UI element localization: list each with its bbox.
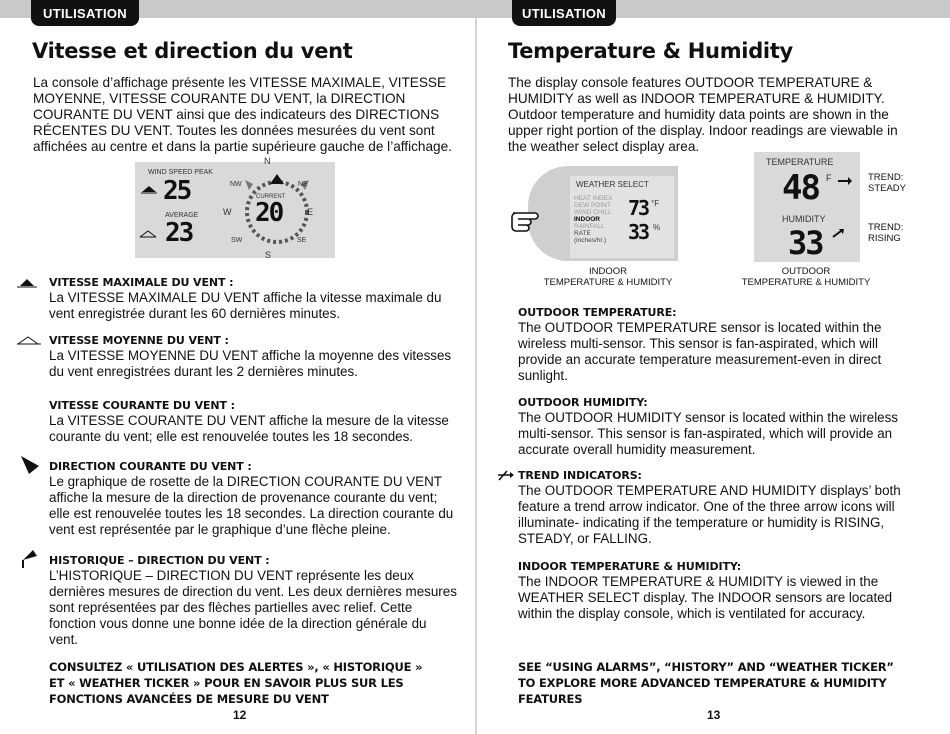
- section-direction-history: [49, 554, 459, 648]
- trend-rising-arrow-icon: [832, 228, 844, 238]
- weather-select-menu: [574, 195, 612, 244]
- section-body: The INDOOR TEMPERATURE & HUMIDITY is viewed in the WEATHER SELECT display. The INDOOR sensors are located within the display console, which is ventilated for accuracy.: [518, 574, 893, 621]
- section-title: OUTDOOR HUMIDITY:: [518, 396, 648, 409]
- compass-nw: NW: [230, 181, 242, 188]
- compass-n: N: [264, 156, 271, 166]
- trend-steady-label: [868, 172, 906, 194]
- section-body: La VITESSE COURANTE DU VENT affiche la mesure de la vitesse courante du vent; elle est renouvelée toutes les 18 secondes.: [49, 413, 449, 444]
- section-outdoor-temperature: [518, 306, 918, 384]
- current-label: CURRENT: [256, 194, 286, 200]
- menu-item: DEW POINT: [574, 202, 611, 209]
- footer-note: SEE “USING ALARMS”, “HISTORY” AND “WEATHER TICKER” TO EXPLORE MORE ADVANCED TEMPERATURE & HUMIDITY FEATURES: [518, 660, 894, 706]
- section-body: La VITESSE MOYENNE DU VENT affiche la moyenne des vitesses du vent enregistrées durant les 2 dernières minutes.: [49, 348, 452, 379]
- menu-item: RATE: [574, 230, 591, 237]
- section-title: INDOOR TEMPERATURE & HUMIDITY:: [518, 560, 742, 573]
- compass-ne: NE: [298, 181, 308, 188]
- average-label: AVERAGE: [165, 212, 199, 219]
- section-title: VITESSE COURANTE DU VENT :: [49, 399, 235, 412]
- compass-sw: SW: [231, 237, 243, 244]
- page-title: Vitesse et direction du vent: [32, 39, 353, 63]
- average-arrow-icon: [17, 336, 41, 346]
- indoor-hum-unit: %: [653, 223, 661, 232]
- outdoor-hum-label: HUMIDITY: [782, 214, 826, 224]
- compass-s: S: [265, 250, 272, 260]
- section-body: L’HISTORIQUE – DIRECTION DU VENT représente les deux dernières mesures de direction du vent. Les deux dernières mesures sont représentées par des flèches partielles avec relief. Cette fonction vous donne une bonne idée de la direction générale du vent.: [49, 568, 457, 647]
- section-trend-indicators: [518, 469, 918, 547]
- page-number: 13: [707, 708, 721, 722]
- section-current-speed: [49, 399, 459, 445]
- section-title: TREND INDICATORS:: [518, 469, 642, 482]
- trend-line: STEADY: [868, 183, 907, 194]
- section-body: The OUTDOOR TEMPERATURE AND HUMIDITY displays’ both feature a trend arrow indicator. One of the three arrow icons will illuminate- indicating if the temperature or humidity is RISING, STEADY, or FALLING.: [518, 483, 901, 546]
- indoor-temp-value: 73: [628, 196, 649, 220]
- peak-label: WIND SPEED PEAK: [148, 169, 213, 176]
- peak-arrow-icon: [17, 278, 37, 288]
- outdoor-temp-unit: F: [826, 173, 832, 183]
- caption-line: OUTDOOR: [781, 266, 831, 277]
- intro-paragraph: La console d’affichage présente les VITESSE MAXIMALE, VITESSE MOYENNE, VITESSE COURANTE DU VENT, la DIRECTION COURANTE DU VENT ainsi que des indicateurs des DIRECTIONS RÉCENTES DU VENT. Toutes les données mesurées du vent sont affichées au centre et dans la partie supérieure gauche de l’affichage.: [33, 75, 452, 154]
- menu-item-selected: INDOOR: [574, 216, 600, 223]
- trend-rising-label: [868, 222, 903, 244]
- trend-line: TREND:: [868, 222, 904, 233]
- section-body: La VITESSE MAXIMALE DU VENT affiche la vitesse maximale du vent enregistrée durant les 60 dernières minutes.: [49, 290, 442, 321]
- trend-line: RISING: [868, 233, 901, 244]
- section-avg-speed: [49, 334, 459, 380]
- section-body: The OUTDOOR HUMIDITY sensor is located within the wireless multi-sensor. This sensor is fan-aspirated, which will provide an accurate overall humidity measurement.: [518, 410, 899, 457]
- peak-arrow-icon: [141, 184, 157, 194]
- trend-line: TREND:: [868, 172, 904, 183]
- section-body: The OUTDOOR TEMPERATURE sensor is located within the wireless multi-sensor. This sensor is fan-aspirated, which will provide an accurate temperature measurement-even in direct sunlight.: [518, 320, 882, 383]
- compass-w: W: [223, 207, 232, 217]
- trend-arrows-icon: [496, 469, 514, 481]
- compass-se: SE: [297, 237, 307, 244]
- section-indoor-temp-humidity: [518, 560, 918, 622]
- outdoor-hum-value: 33: [788, 224, 823, 262]
- section-title: VITESSE MAXIMALE DU VENT :: [49, 276, 234, 289]
- average-arrow-icon: [139, 229, 157, 239]
- intro-paragraph: The display console features OUTDOOR TEMPERATURE & HUMIDITY as well as INDOOR TEMPERATURE & HUMIDITY. Outdoor temperature and humidity data points are shown in the upper right portion of the display. Indoor readings are viewable in the weather select display area.: [508, 75, 898, 154]
- weather-select-header: WEATHER SELECT: [576, 180, 649, 189]
- outdoor-caption: [736, 266, 876, 288]
- caption-line: TEMPERATURE & HUMIDITY: [543, 277, 673, 288]
- peak-value: 25: [163, 176, 191, 206]
- section-outdoor-humidity: [518, 396, 918, 458]
- wind-display: [135, 156, 335, 260]
- pointing-hand-icon: [510, 205, 550, 235]
- caption-line: INDOOR: [589, 266, 627, 277]
- footer-note: CONSULTEZ « UTILISATION DES ALERTES », « HISTORIQUE » ET « WEATHER TICKER » POUR EN SAVOIR PLUS SUR LES FONCTIONS AVANCÉES DE MESURE DU VENT: [49, 660, 423, 706]
- section-title: DIRECTION COURANTE DU VENT :: [49, 460, 252, 473]
- history-arrow-icon: [19, 548, 41, 570]
- section-current-direction: [49, 460, 459, 538]
- indoor-temp-unit: °F: [651, 199, 660, 208]
- outdoor-temp-value: 48: [782, 168, 819, 208]
- indoor-caption: [538, 266, 678, 288]
- menu-item: (inches/hr.): [574, 237, 607, 244]
- section-body: Le graphique de rosette de la DIRECTION COURANTE DU VENT affiche la mesure de la direction de provenance courante du vent; elle est renouvelée toutes les 18 secondes. La direction courante du vent est représentée par le graphique d’une flèche pleine.: [49, 474, 454, 537]
- section-title: VITESSE MOYENNE DU VENT :: [49, 334, 229, 347]
- trend-steady-arrow-icon: [838, 177, 852, 185]
- indoor-hum-value: 33: [628, 220, 649, 244]
- section-title: OUTDOOR TEMPERATURE:: [518, 306, 677, 319]
- section-max-speed: [49, 276, 459, 322]
- section-tab: UTILISATION: [31, 0, 139, 26]
- page-right: [476, 0, 950, 734]
- menu-item: RAINFALL: [574, 223, 605, 230]
- solid-direction-arrow-icon: [19, 454, 41, 476]
- indoor-display: [528, 166, 678, 261]
- menu-item: HEAT INDEX: [574, 195, 613, 202]
- caption-line: TEMPERATURE & HUMIDITY: [741, 277, 871, 288]
- current-value: 20: [255, 198, 283, 228]
- page-title: Temperature & Humidity: [508, 39, 793, 63]
- outdoor-display: [754, 152, 860, 262]
- section-tab: UTILISATION: [512, 0, 616, 26]
- page-number: 12: [233, 708, 247, 722]
- outdoor-temp-label: TEMPERATURE: [766, 157, 834, 167]
- compass-e: E: [307, 207, 314, 217]
- menu-item: WIND CHILL: [574, 209, 612, 216]
- average-value: 23: [165, 218, 193, 248]
- section-title: HISTORIQUE – DIRECTION DU VENT :: [49, 554, 270, 567]
